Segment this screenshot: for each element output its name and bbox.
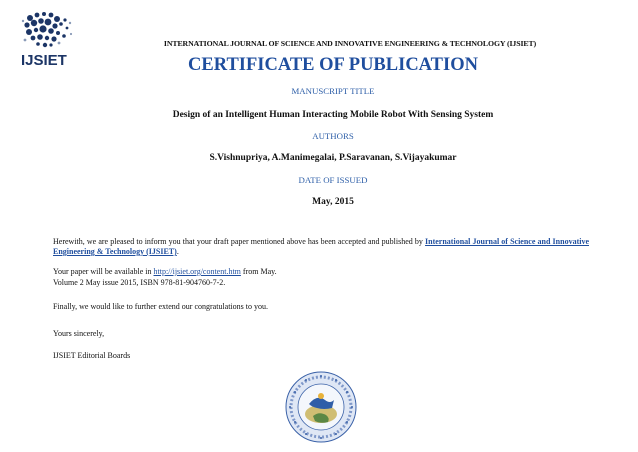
volume-line <box>53 278 589 288</box>
isbn-number: ISBN 978-81-904760-7-2 <box>140 278 224 287</box>
manuscript-title: Design of an Intelligent Human Interacting Mobile Robot With Sensing System <box>172 110 494 120</box>
congratulations-text: Finally, we would like to further extend our congratulations to you. <box>53 302 268 311</box>
authors-list: S.Vishnupriya, A.Manimegalai, P.Saravanan, S.Vijayakumar <box>209 153 457 163</box>
date-label: DATE OF ISSUED <box>298 175 368 185</box>
availability-end: from May. <box>240 267 277 276</box>
acceptance-period: . <box>176 247 179 256</box>
volume-text: Volume 2 May issue 2015, <box>53 278 141 287</box>
journal-seal-icon <box>284 370 358 444</box>
content-url-link[interactable]: http://ijsiet.org/content.htm <box>153 267 241 276</box>
volume-end: . <box>223 278 226 287</box>
acceptance-text: Herewith, we are pleased to inform you that your draft paper mentioned above has been accepted and published by <box>53 237 426 246</box>
availability-line <box>53 267 589 277</box>
certificate-title: CERTIFICATE OF PUBLICATION <box>188 55 478 75</box>
journal-link[interactable]: International Journal of Science and Innovative Engineering & Technology (IJSIET) <box>53 237 589 256</box>
journal-header: INTERNATIONAL JOURNAL OF SCIENCE AND INNOVATIVE ENGINEERING & TECHNOLOGY (IJSIET) <box>163 39 537 48</box>
signature-text: IJSIET Editorial Boards <box>53 351 131 360</box>
closing-text: Yours sincerely, <box>53 329 105 338</box>
availability-text: Your paper will be available in <box>53 267 154 276</box>
acceptance-paragraph <box>53 237 589 257</box>
logo-wordmark: IJSIET <box>21 52 67 69</box>
issue-date: May, 2015 <box>312 197 354 207</box>
manuscript-title-label: MANUSCRIPT TITLE <box>291 86 375 96</box>
authors-label: AUTHORS <box>312 131 354 141</box>
